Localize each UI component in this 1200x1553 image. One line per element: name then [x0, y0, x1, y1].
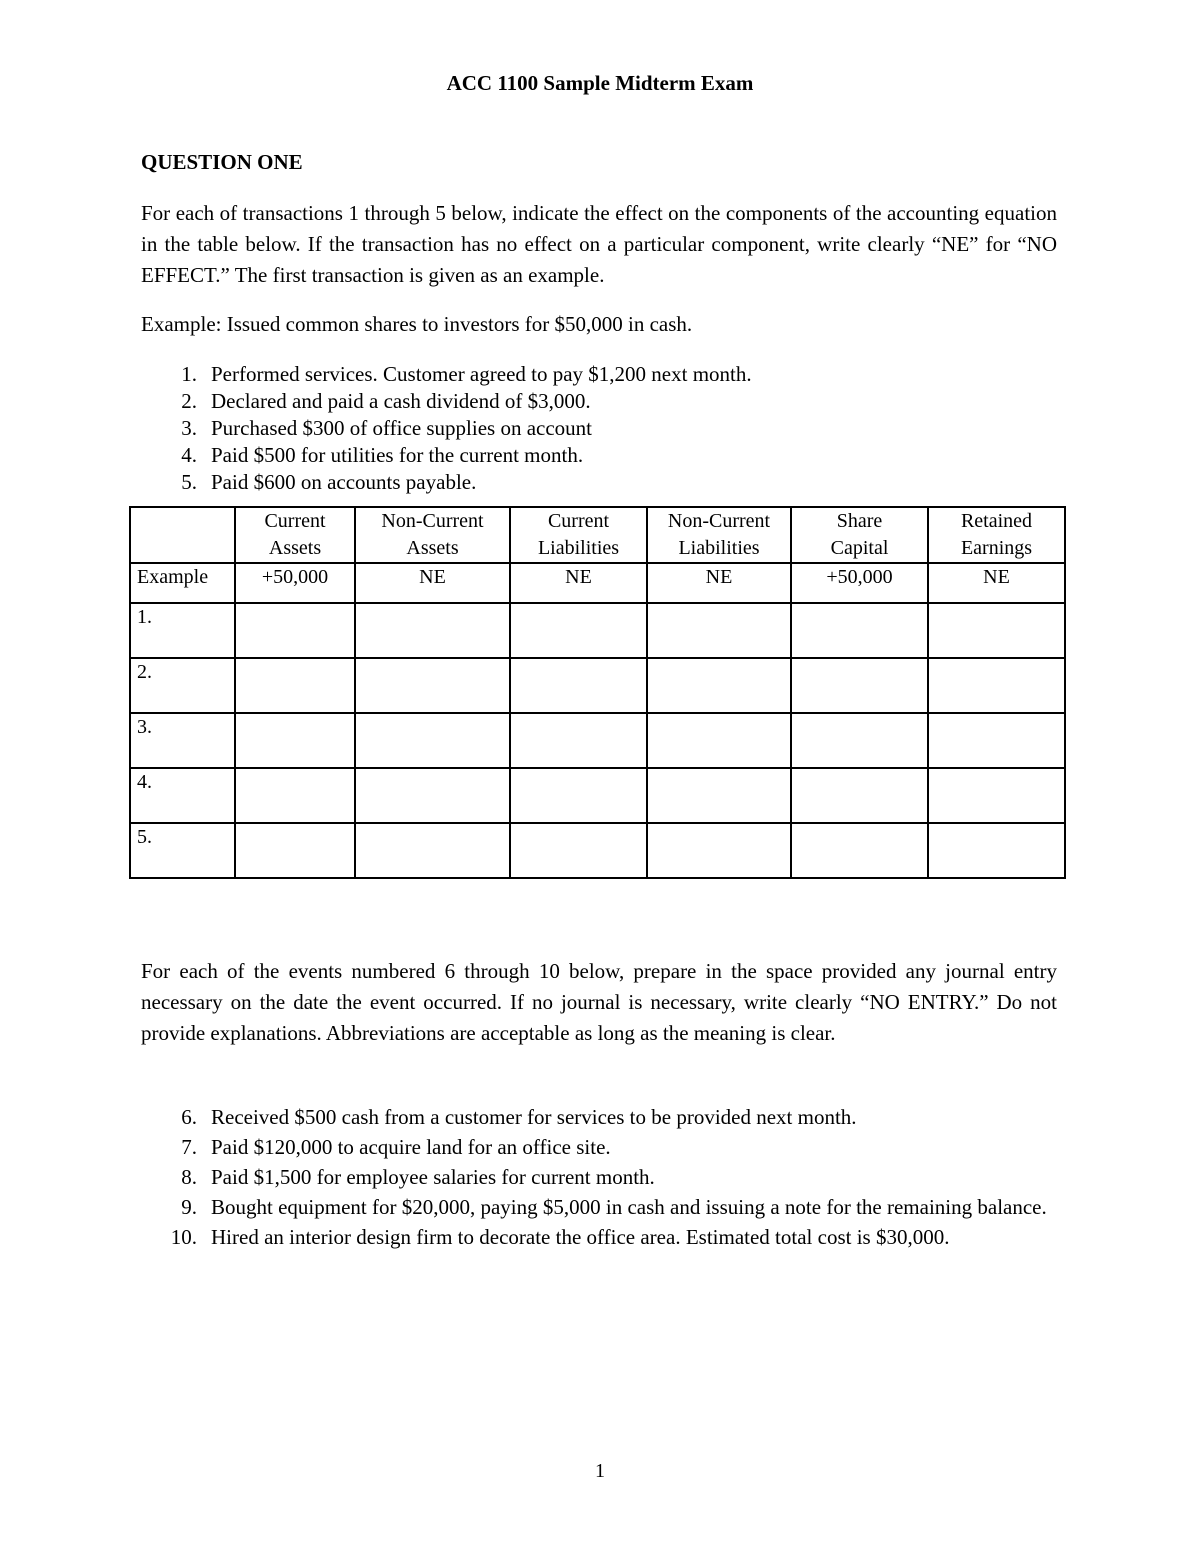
answer-cell[interactable]: [355, 823, 510, 878]
list-item: 5. Paid $600 on accounts payable.: [181, 470, 477, 494]
answer-cell[interactable]: [235, 713, 355, 768]
table-header-row: [130, 507, 1065, 563]
answer-cell[interactable]: [928, 603, 1065, 658]
events-list: [141, 1102, 1057, 1252]
answer-cell[interactable]: [791, 603, 928, 658]
answer-cell[interactable]: [235, 768, 355, 823]
table-cell: NE: [647, 563, 791, 603]
answer-cell[interactable]: [928, 658, 1065, 713]
answer-cell[interactable]: [791, 658, 928, 713]
answer-cell[interactable]: [355, 768, 510, 823]
answer-cell[interactable]: [928, 768, 1065, 823]
table-cell: +50,000: [791, 563, 928, 603]
list-item: 9. Bought equipment for $20,000, paying $5,000 in cash and issuing a note for the remaining balance.: [181, 1195, 1047, 1219]
table-corner-cell: [130, 507, 235, 563]
row-label: Example: [130, 563, 235, 603]
answer-cell[interactable]: [235, 603, 355, 658]
table-cell: +50,000: [235, 563, 355, 603]
table-row: [130, 563, 1065, 603]
page-title: ACC 1100 Sample Midterm Exam: [446, 71, 754, 95]
answer-cell[interactable]: [928, 713, 1065, 768]
column-header: Retained Earnings: [928, 507, 1065, 563]
column-header: Non-Current Assets: [355, 507, 510, 563]
answer-cell[interactable]: [647, 768, 791, 823]
list-item: 4. Paid $500 for utilities for the current month.: [181, 443, 584, 467]
column-header: Current Liabilities: [510, 507, 647, 563]
table-row: [130, 658, 1065, 713]
accounting-equation-table: [129, 506, 1066, 879]
answer-cell[interactable]: [235, 658, 355, 713]
instructions-paragraph-1: For each of transactions 1 through 5 below, indicate the effect on the components of the accounting equation in the table below. If the transaction has no effect on a particular component, write clearly “NE” for “NO EFFECT.” The first transaction is given as an example.: [141, 201, 1057, 287]
list-item: 2. Declared and paid a cash dividend of $3,000.: [181, 389, 591, 413]
answer-cell[interactable]: [355, 603, 510, 658]
page-number: 1: [595, 1460, 605, 1482]
answer-cell[interactable]: [647, 713, 791, 768]
answer-cell[interactable]: [647, 658, 791, 713]
table-row: [130, 823, 1065, 878]
table-row: [130, 603, 1065, 658]
table-cell: NE: [928, 563, 1065, 603]
table-cell: NE: [510, 563, 647, 603]
answer-cell[interactable]: [791, 768, 928, 823]
answer-cell[interactable]: [355, 713, 510, 768]
instructions-paragraph-2: For each of the events numbered 6 through 10 below, prepare in the space provided any journal entry necessary on the date the event occurred. If no journal is necessary, write clearly “NO ENTRY.” Do not provide explanations. Abbreviations are acceptable as long as the meaning is clear.: [141, 959, 1057, 1045]
answer-cell[interactable]: [647, 603, 791, 658]
table-cell: NE: [355, 563, 510, 603]
column-header: Share Capital: [791, 507, 928, 563]
list-item: 8. Paid $1,500 for employee salaries for current month.: [181, 1165, 655, 1189]
column-header: Non-Current Liabilities: [647, 507, 791, 563]
example-transaction: Example: Issued common shares to investors for $50,000 in cash.: [141, 312, 693, 336]
list-item: 10. Hired an interior design firm to decorate the office area. Estimated total cost is $30,000.: [170, 1225, 950, 1249]
answer-cell[interactable]: [510, 603, 647, 658]
table-row: [130, 768, 1065, 823]
transactions-list: [141, 361, 1057, 496]
answer-cell[interactable]: [355, 658, 510, 713]
answer-cell[interactable]: [791, 713, 928, 768]
answer-cell[interactable]: [510, 768, 647, 823]
answer-cell[interactable]: [235, 823, 355, 878]
row-label: 2.: [130, 658, 235, 713]
list-item: 7. Paid $120,000 to acquire land for an office site.: [181, 1135, 611, 1159]
answer-cell[interactable]: [510, 713, 647, 768]
row-label: 3.: [130, 713, 235, 768]
list-item: 3. Purchased $300 of office supplies on account: [181, 416, 593, 440]
answer-cell[interactable]: [791, 823, 928, 878]
answer-cell[interactable]: [928, 823, 1065, 878]
row-label: 1.: [130, 603, 235, 658]
answer-cell[interactable]: [510, 658, 647, 713]
question-heading: QUESTION ONE: [141, 150, 303, 174]
column-header: Current Assets: [235, 507, 355, 563]
answer-cell[interactable]: [647, 823, 791, 878]
list-item: 6. Received $500 cash from a customer for services to be provided next month.: [181, 1105, 857, 1129]
answer-cell[interactable]: [510, 823, 647, 878]
row-label: 5.: [130, 823, 235, 878]
row-label: 4.: [130, 768, 235, 823]
table-row: [130, 713, 1065, 768]
list-item: 1. Performed services. Customer agreed to pay $1,200 next month.: [181, 362, 752, 386]
